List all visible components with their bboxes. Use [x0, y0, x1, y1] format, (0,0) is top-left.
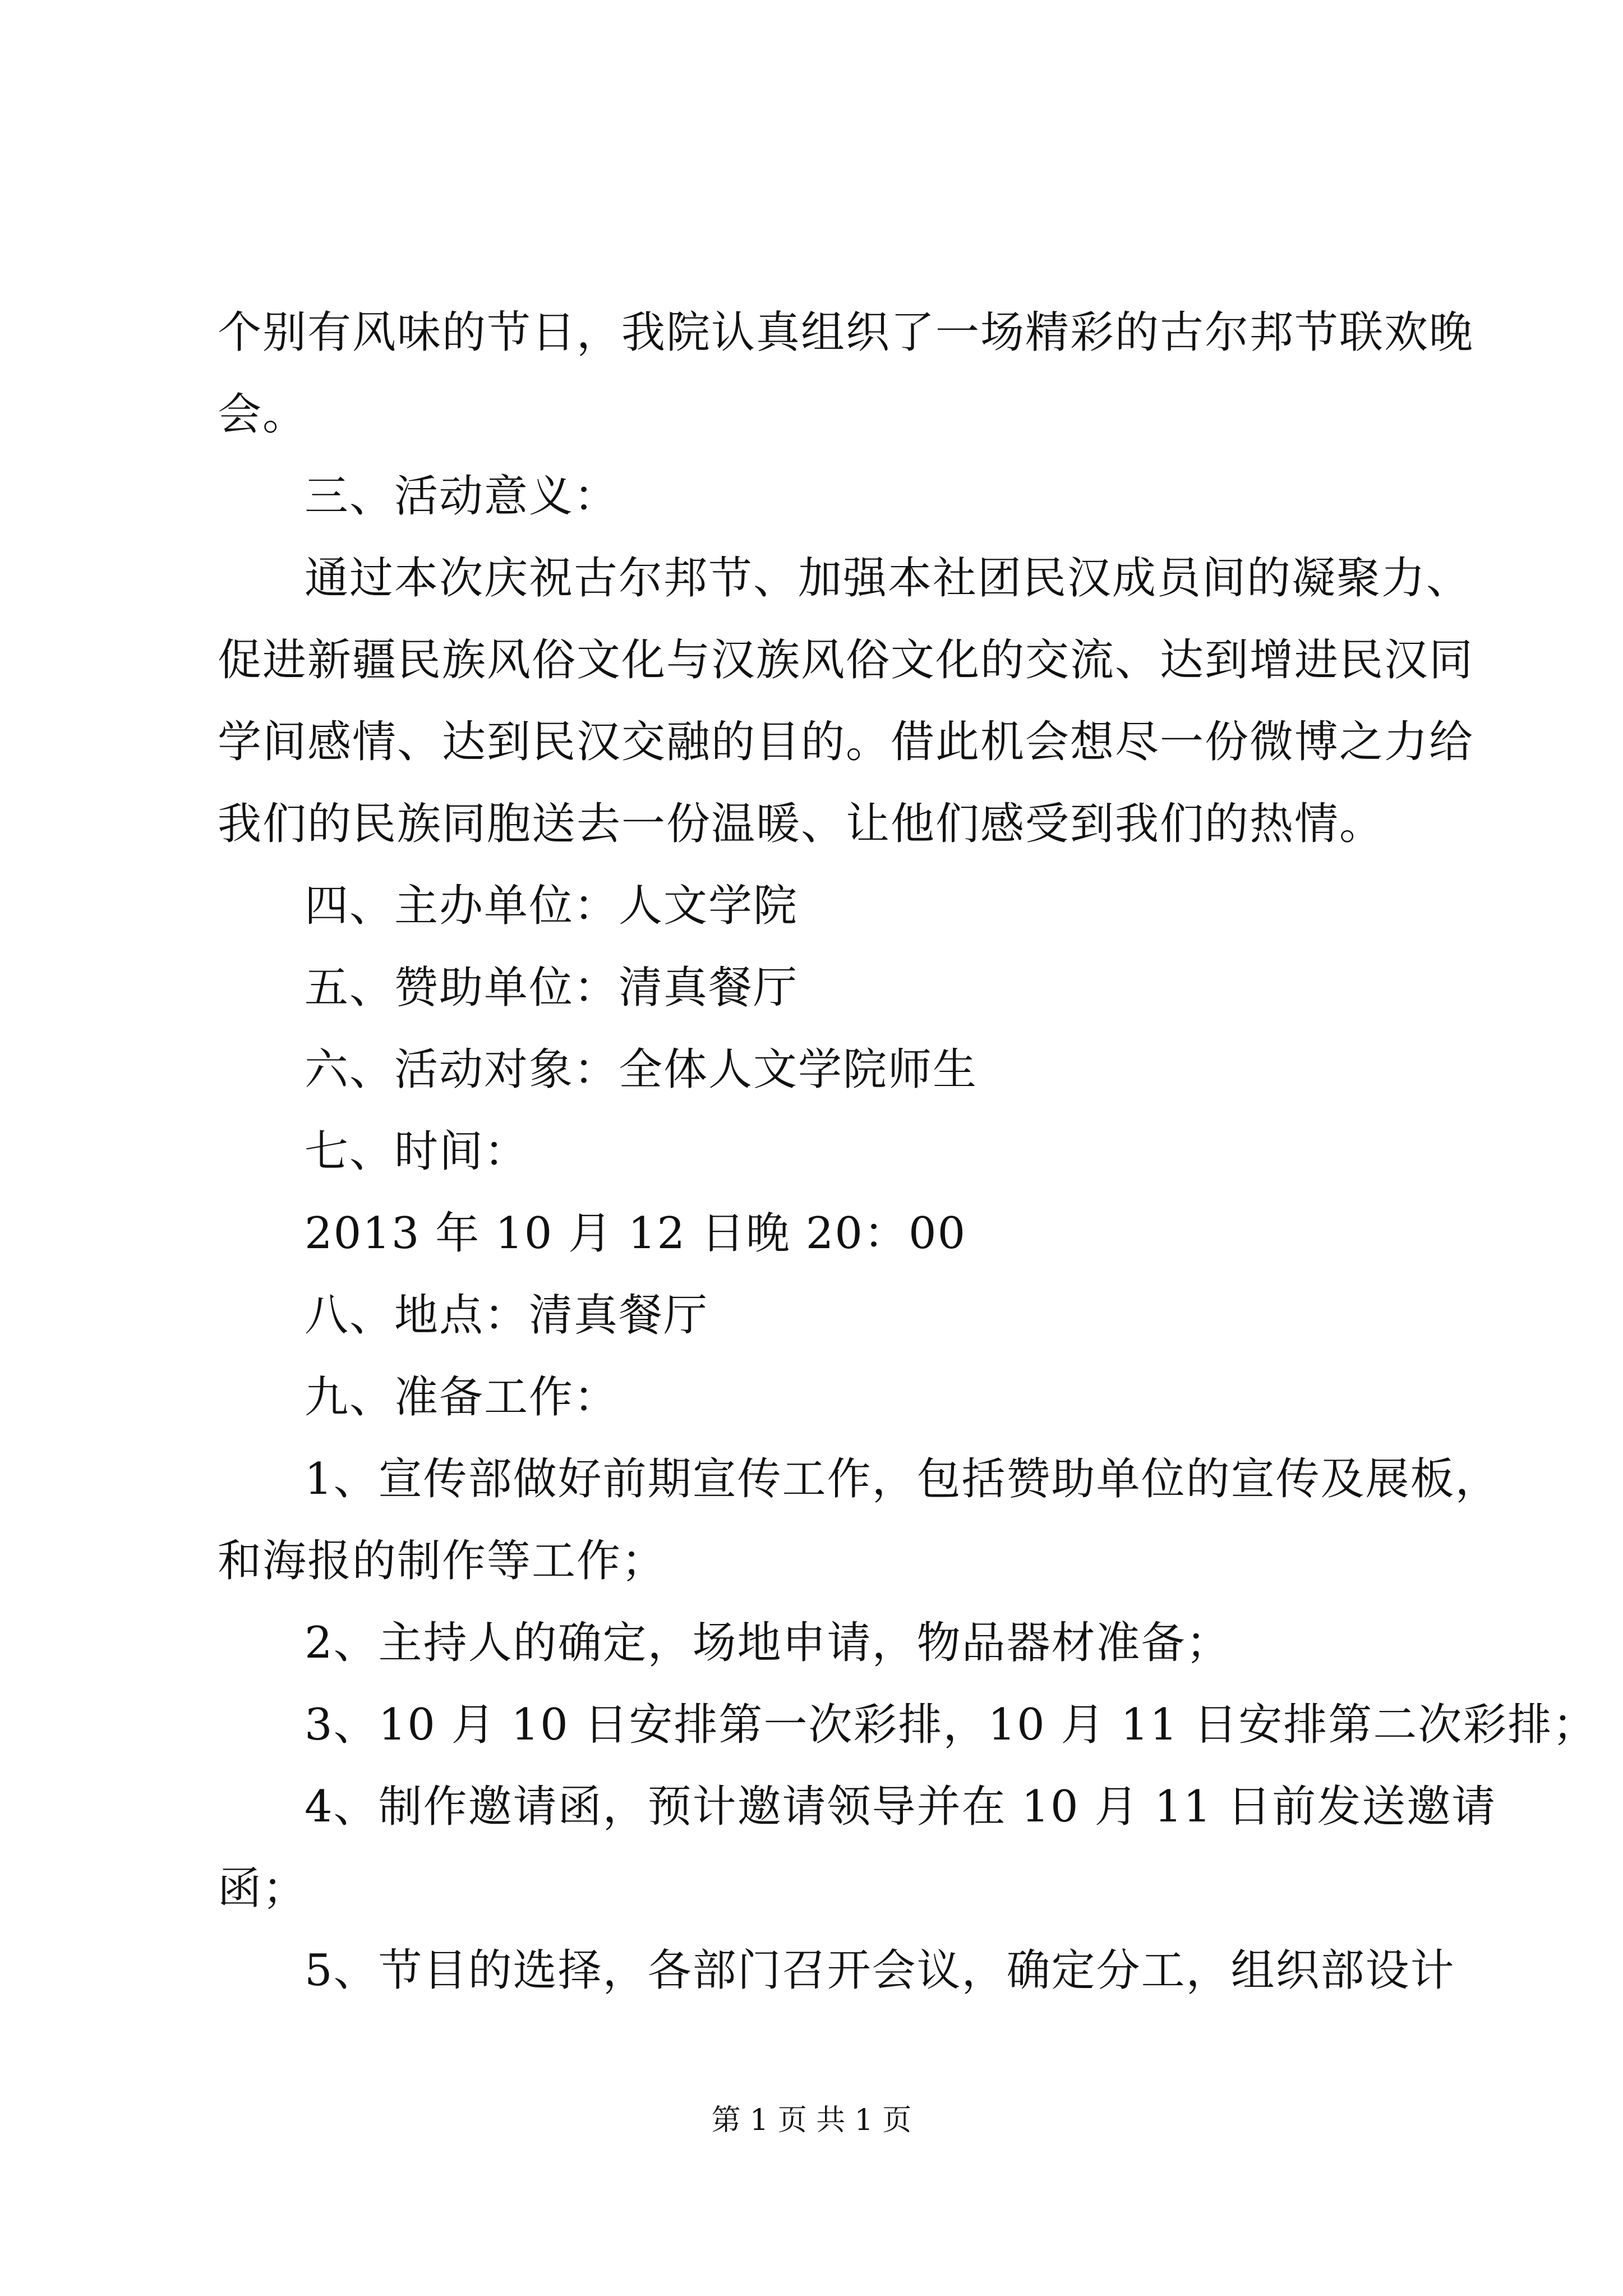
text-line: 个别有风味的节日，我院认真组织了一场精彩的古尔邦节联欢晚: [218, 307, 1474, 358]
text-line: 函；: [218, 1864, 308, 1914]
text-line: 通过本次庆祝古尔邦节、加强本社团民汉成员间的凝聚力、: [305, 553, 1472, 604]
document-body: [218, 292, 1598, 2012]
page-footer: 第 1 页 共 1 页: [711, 2104, 912, 2137]
section-heading-time: 七、时间：: [305, 1126, 529, 1177]
section-audience: 六、活动对象：全体人文学院师生: [305, 1045, 978, 1095]
section-location: 八、地点：清真餐厅: [305, 1290, 709, 1341]
section-sponsor: 五、赞助单位：清真餐厅: [305, 963, 799, 1013]
text-line: 和海报的制作等工作；: [218, 1536, 667, 1586]
list-item: 4、制作邀请函，预计邀请领导并在 10 月 11 日前发送邀请: [305, 1782, 1497, 1832]
section-heading-preparation: 九、准备工作：: [305, 1372, 619, 1423]
text-line: 促进新疆民族风俗文化与汉族风俗文化的交流、达到增进民汉同: [218, 635, 1474, 685]
section-heading-significance: 三、活动意义：: [305, 471, 619, 522]
list-item: 3、10 月 10 日安排第一次彩排，10 月 11 日安排第二次彩排；: [305, 1700, 1598, 1750]
list-item: 1、宣传部做好前期宣传工作，包括赞助单位的宣传及展板，: [305, 1454, 1500, 1504]
section-organizer: 四、主办单位：人文学院: [305, 881, 799, 931]
list-item: 5、节目的选择，各部门召开会议，确定分工，组织部设计: [305, 1945, 1455, 1996]
text-line: 会。: [218, 389, 308, 440]
text-line: 学间感情、达到民汉交融的目的。借此机会想尽一份微博之力给: [218, 717, 1474, 767]
list-item: 2、主持人的确定，场地申请，物品器材准备；: [305, 1618, 1231, 1668]
text-line: 我们的民族同胞送去一份温暖、让他们感受到我们的热情。: [218, 799, 1385, 849]
event-datetime: 2013 年 10 月 12 日晚 20：00: [305, 1208, 967, 1259]
